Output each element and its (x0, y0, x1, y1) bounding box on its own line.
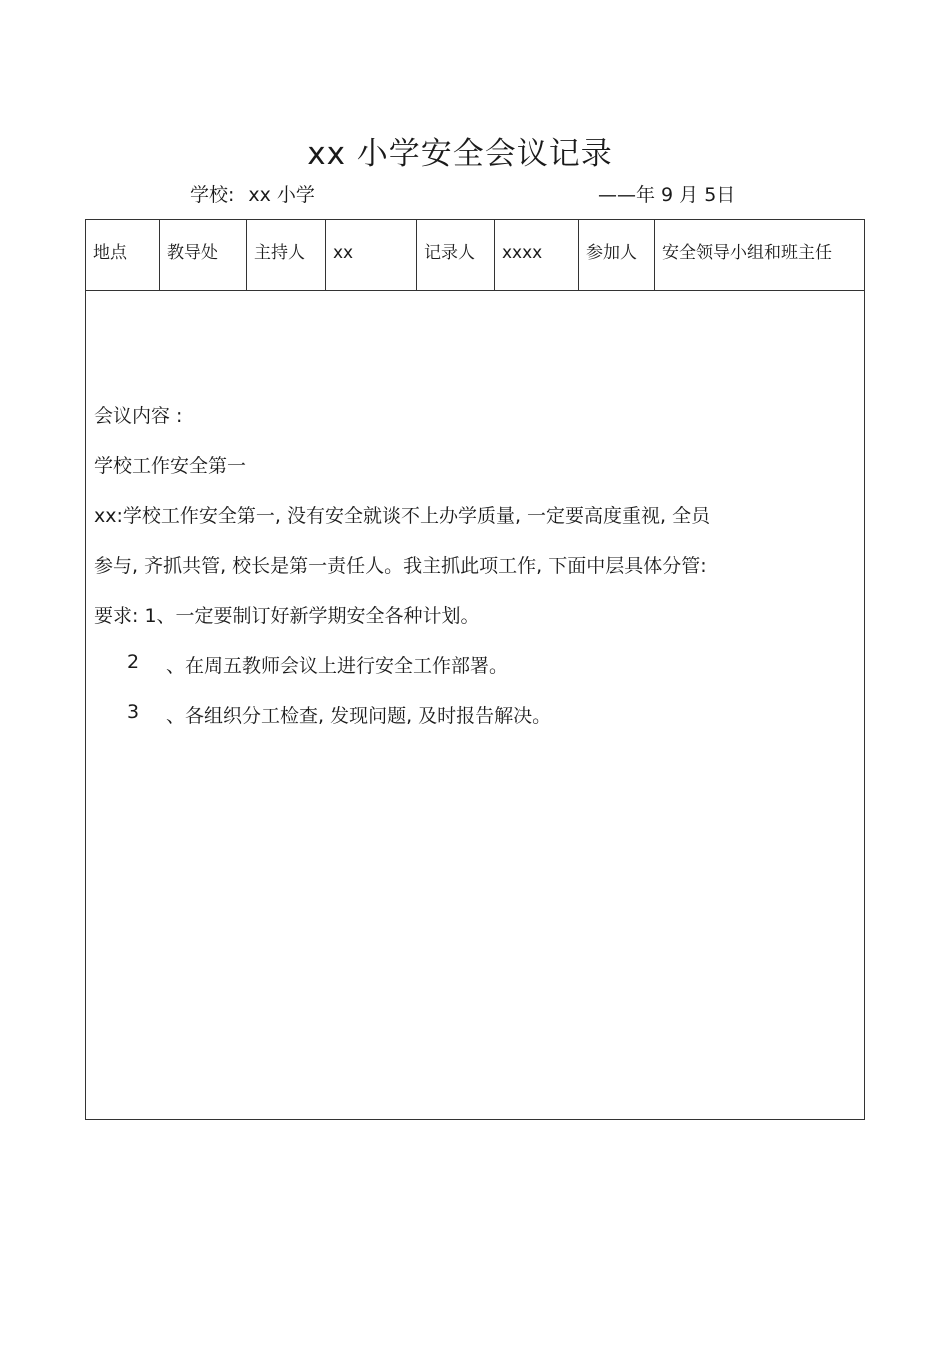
host-value: xx (326, 220, 417, 290)
list-item-text: 、各组织分工检查, 发现问题, 及时报告解决。 (166, 705, 552, 727)
recorder-label: 记录人 (417, 220, 495, 290)
location-label: 地点 (86, 220, 160, 290)
host-label: 主持人 (247, 220, 326, 290)
recorder-value: xxxx (495, 220, 579, 290)
list-item-text: 、在周五教师会议上进行安全工作部署。 (166, 655, 509, 677)
list-item-number: 3 (127, 701, 140, 723)
content-paragraph-line-1: xx:学校工作安全第一, 没有安全就谈不上办学质量, 一定要高度重视, 全员 (94, 505, 711, 527)
list-item-number: 2 (127, 651, 140, 673)
content-paragraph-line-2: 参与, 齐抓共管, 校长是第一责任人。我主抓此项工作, 下面中层具体分管: (94, 555, 707, 577)
content-heading: 会议内容 : (94, 405, 183, 427)
requirement-line: 要求: 1、一定要制订好新学期安全各种计划。 (94, 605, 480, 627)
participants-label: 参加人 (579, 220, 655, 290)
meeting-record-table (85, 219, 865, 1120)
content-topic: 学校工作安全第一 (94, 455, 247, 477)
info-row (86, 220, 864, 291)
location-value: 教导处 (160, 220, 247, 290)
school-name: xx 小学 (248, 184, 315, 206)
school-info (190, 180, 315, 207)
participants-value: 安全领导小组和班主任 (662, 243, 832, 263)
page-title: xx 小学安全会议记录 (307, 136, 613, 172)
school-label: 学校: (190, 184, 235, 206)
meeting-date: ——年 9 月 5日 (598, 184, 736, 206)
